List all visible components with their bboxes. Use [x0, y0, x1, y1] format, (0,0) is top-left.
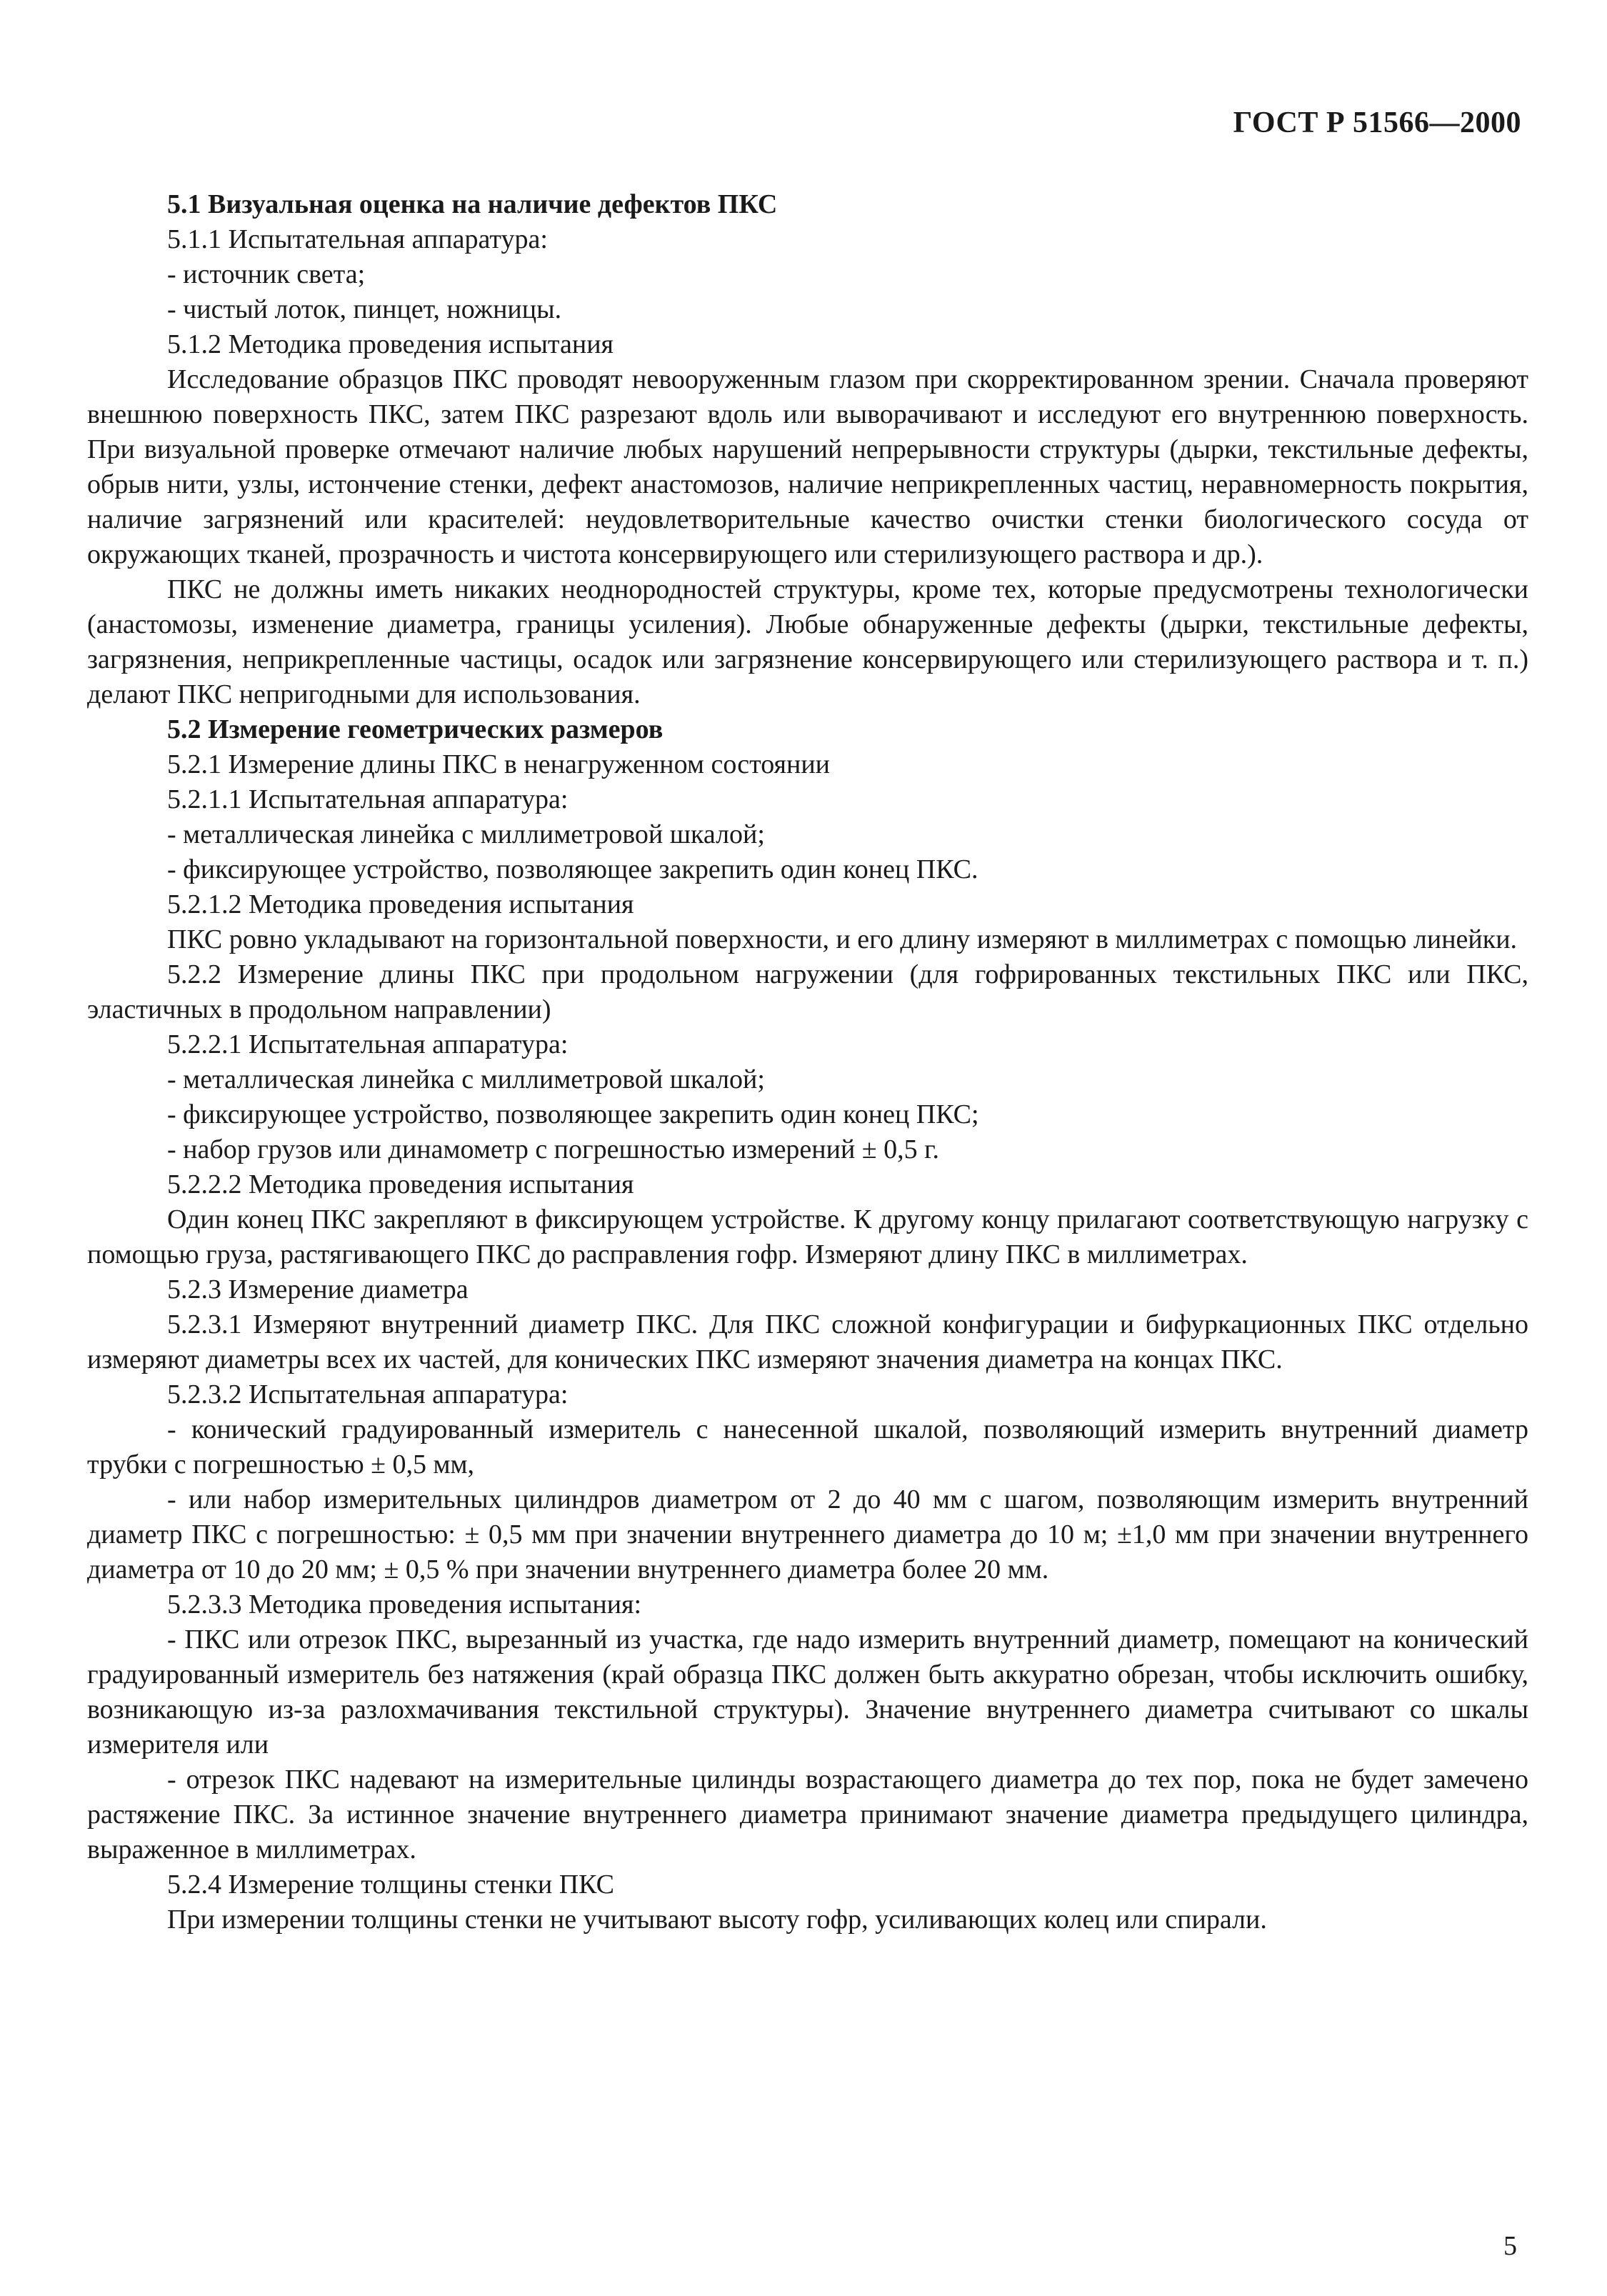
paragraph: ПКС не должны иметь никаких неоднородностей структуры, кроме тех, которые предусмотрены технологически (анастомозы, изменение диаметра, границы усиления). Любые обнаруженные дефекты (дырки, текстильные дефекты, загрязнения, неприкрепленные частицы, осадок или загрязнение консервирующего или стерилизующего раствора и т. п.) делают ПКС непригодными для использования. [87, 574, 1528, 709]
paragraph: 5.2.3 Измерение диаметра [167, 1274, 469, 1304]
standard-designation: ГОСТ Р 51566—2000 [1233, 106, 1521, 139]
paragraph: 5.1.2 Методика проведения испытания [167, 329, 614, 359]
paragraph: - металлическая линейка с миллиметровой шкалой; [167, 819, 765, 849]
section-heading: 5.1 Визуальная оценка на наличие дефектов ПКС [167, 189, 778, 219]
paragraph: - ПКС или отрезок ПКС, вырезанный из участка, где надо измерить внутренний диаметр, помещают на конический градуированный измеритель без натяжения (край образца ПКС должен быть аккуратно обрезан, чтобы исключить ошибку, возникающую из-за разлохмачивания текстильной структуры). Значение внутреннего диаметра считывают со шкалы измерителя или [87, 1624, 1528, 1760]
paragraph: 5.2.3.2 Испытательная аппаратура: [167, 1379, 569, 1409]
paragraph: - набор грузов или динамометр с погрешностью измерений ± 0,5 г. [167, 1134, 939, 1164]
paragraph: - фиксирующее устройство, позволяющее закрепить один конец ПКС; [167, 1099, 979, 1129]
paragraph: - конический градуированный измеритель с нанесенной шкалой, позволяющий измерить внутренний диаметр трубки с погрешностью ± 0,5 мм, [87, 1414, 1528, 1479]
paragraph: - чистый лоток, пинцет, ножницы. [167, 294, 562, 324]
paragraph: 5.2.1.2 Методика проведения испытания [167, 889, 634, 919]
paragraph: - или набор измерительных цилиндров диаметром от 2 до 40 мм с шагом, позволяющим измерить внутренний диаметр ПКС с погрешностью: ± 0,5 мм при значении внутреннего диаметра до 10 м; ±1,0 мм при значении внутреннего диаметра от 10 до 20 мм; ± 0,5 % при значении внутреннего диаметра более 20 мм. [87, 1484, 1528, 1584]
paragraph: Один конец ПКС закрепляют в фиксирующем устройстве. К другому концу прилагают соответствующую нагрузку с помощью груза, растягивающего ПКС до расправления гофр. Измеряют длину ПКС в миллиметрах. [87, 1204, 1528, 1269]
paragraph: - источник света; [167, 259, 366, 289]
paragraph: 5.2.4 Измерение толщины стенки ПКС [167, 1870, 614, 1900]
paragraph: 5.2.2.2 Методика проведения испытания [167, 1169, 634, 1199]
paragraph: 5.2.3.1 Измеряют внутренний диаметр ПКС. Для ПКС сложной конфигурации и бифуркационных ПКС отдельно измеряют диаметры всех их частей, для конических ПКС измеряют значения диаметра на концах ПКС. [87, 1309, 1528, 1374]
paragraph: При измерении толщины стенки не учитывают высоту гофр, усиливающих колец или спирали. [167, 1905, 1267, 1935]
document-body [87, 187, 1528, 1937]
paragraph: 5.2.2 Измерение длины ПКС при продольном нагружении (для гофрированных текстильных ПКС или ПКС, эластичных в продольном направлении) [87, 959, 1528, 1024]
section-heading: 5.2 Измерение геометрических размеров [167, 714, 664, 744]
page-number: 5 [1503, 2231, 1517, 2261]
paragraph: 5.2.3.3 Методика проведения испытания: [167, 1589, 642, 1619]
paragraph: - фиксирующее устройство, позволяющее закрепить один конец ПКС. [167, 854, 978, 884]
paragraph: 5.2.1.1 Испытательная аппаратура: [167, 784, 569, 814]
paragraph: 5.2.2.1 Испытательная аппаратура: [167, 1029, 569, 1059]
paragraph: - металлическая линейка с миллиметровой шкалой; [167, 1064, 765, 1094]
paragraph: 5.1.1 Испытательная аппаратура: [167, 224, 548, 254]
paragraph: - отрезок ПКС надевают на измерительные цилинды возрастающего диаметра до тех пор, пока не будет замечено растяжение ПКС. За истинное значение внутреннего диаметра принимают значение диаметра предыдущего цилиндра, выраженное в миллиметрах. [87, 1765, 1528, 1865]
paragraph: 5.2.1 Измерение длины ПКС в ненагруженном состоянии [167, 749, 831, 779]
paragraph: ПКС ровно укладывают на горизонтальной поверхности, и его длину измеряют в миллиметрах с помощью линейки. [167, 924, 1518, 954]
paragraph: Исследование образцов ПКС проводят невооруженным глазом при скорректированном зрении. Сначала проверяют внешнюю поверхность ПКС, затем ПКС разрезают вдоль или выворачивают и исследуют его внутреннюю поверхность. При визуальной проверке отмечают наличие любых нарушений непрерывности структуры (дырки, текстильные дефекты, обрыв нити, узлы, истончение стенки, дефект анастомозов, наличие неприкрепленных частиц, неравномерность покрытия, наличие загрязнений или красителей: неудовлетворительные качество очистки стенки биологического сосуда от окружающих тканей, прозрачность и чистота консервирующего или стерилизующего раствора и др.). [87, 364, 1528, 569]
